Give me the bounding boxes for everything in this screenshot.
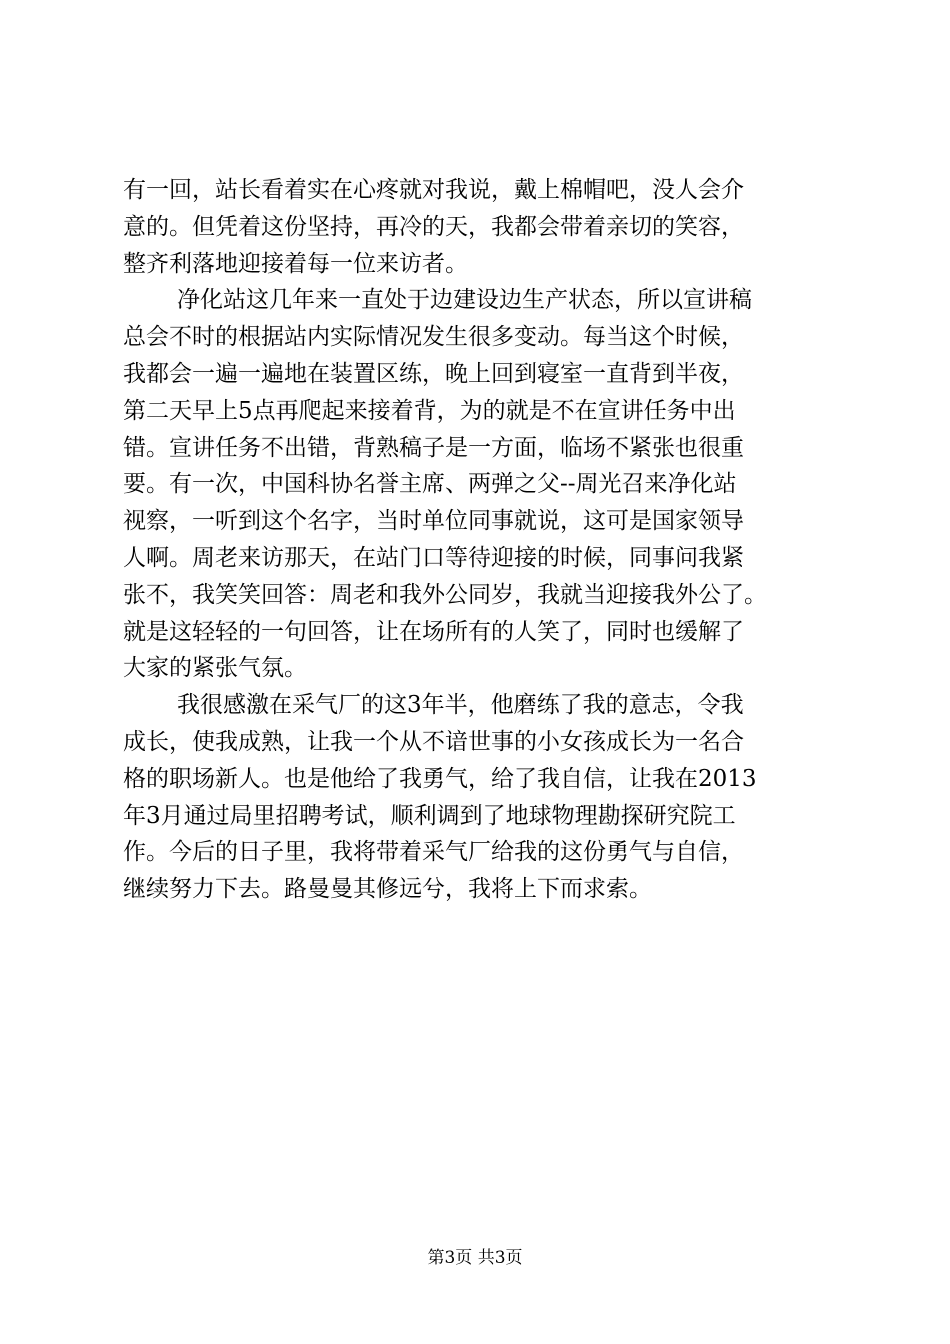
page-footer: 第3页 共3页: [427, 1248, 523, 1268]
text-line: 第二天早上5点再爬起来接着背，为的就是不在宣讲任务中出: [123, 397, 736, 424]
text-line: 年3月通过局里招聘考试，顺利调到了地球物理勘探研究院工: [123, 802, 736, 829]
text-line: 继续努力下去。路曼曼其修远兮，我将上下而求索。: [123, 876, 652, 903]
text-line: 视察，一听到这个名字，当时单位同事就说，这可是国家领导: [123, 508, 744, 535]
text-line: 要。有一次，中国科协名誉主席、两弹之父--周光召来净化站: [123, 471, 737, 498]
text-line: 有一回，站长看着实在心疼就对我说，戴上棉帽吧，没人会介: [123, 177, 744, 203]
text-line: 我都会一遍一遍地在装置区练，晚上回到寝室一直背到半夜，: [123, 360, 744, 387]
text-line: 整齐利落地迎接着每一位来访者。: [123, 250, 468, 277]
paragraph-start-line: 我很感激在采气厂的这3年半，他磨练了我的意志，令我: [177, 692, 744, 719]
paragraph-start-line: 净化站这几年来一直处于边建设边生产状态，所以宣讲稿: [177, 287, 752, 314]
text-line: 错。宣讲任务不出错，背熟稿子是一方面，临场不紧张也很重: [123, 434, 744, 461]
text-line: 人啊。周老来访那天，在站门口等待迎接的时候，同事问我紧: [123, 544, 744, 571]
text-line: 成长，使我成熟，让我一个从不谙世事的小女孩成长为一名合: [123, 728, 744, 755]
text-line: 作。今后的日子里，我将带着采气厂给我的这份勇气与自信，: [123, 839, 744, 866]
text-line: 意的。但凭着这份坚持，再冷的天，我都会带着亲切的笑容，: [123, 213, 744, 240]
text-line: 格的职场新人。也是他给了我勇气，给了我自信，让我在2013: [123, 765, 757, 792]
document-body: [123, 172, 835, 908]
text-line: 就是这轻轻的一句回答，让在场所有的人笑了，同时也缓解了: [123, 618, 744, 645]
text-line: 张不，我笑笑回答：周老和我外公同岁，我就当迎接我外公了。: [123, 581, 767, 608]
text-line: 大家的紧张气氛。: [123, 655, 307, 682]
text-line: 总会不时的根据站内实际情况发生很多变动。每当这个时候，: [123, 324, 744, 351]
